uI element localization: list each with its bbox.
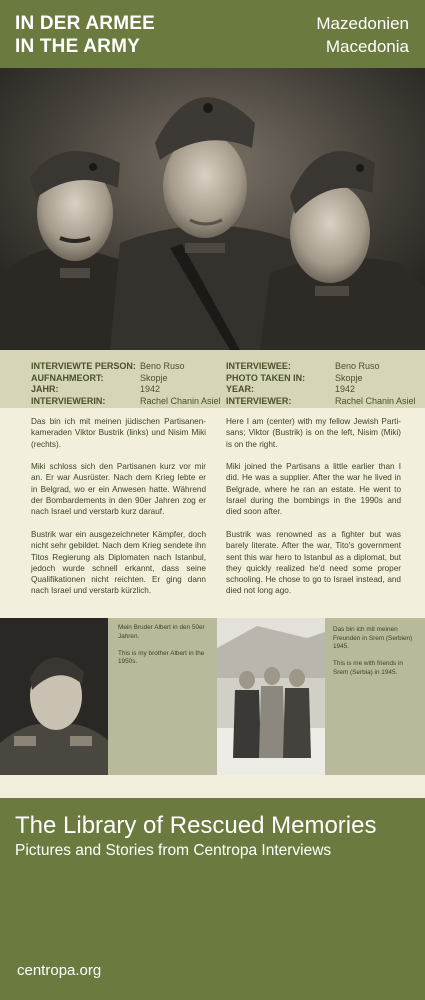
info-label: INTERVIEWTE PERSON: <box>31 361 136 371</box>
main-photo <box>0 68 425 350</box>
info-value: Rachel Chanin Asiel <box>140 395 221 406</box>
story-paragraph: Das bin ich mit meinen jüdischen Partisanen-kameraden Viktor Bustrik (links) und Nisim Miki (rechts). <box>31 417 206 449</box>
caption-english: This is me with friends in Srem (Serbia) in 1945. <box>333 660 403 676</box>
secondary-photos <box>0 618 425 775</box>
header-bar <box>0 0 425 68</box>
country-label <box>316 12 409 58</box>
series-title: The Library of Rescued Memories <box>15 812 377 839</box>
title-english: IN THE ARMY <box>15 36 140 57</box>
story-paragraph: Miki joined the Partisans a little earlier than I did. He was a supplier. After the war he lived in Belgrade, where he ran an estate. He went to Israel during the bombings in the 1990s and died soon after. <box>226 462 401 517</box>
info-label: JAHR: <box>31 384 59 394</box>
story-english <box>226 416 401 608</box>
info-value: Rachel Chanin Asiel <box>335 395 416 406</box>
info-label: INTERVIEWER: <box>226 395 292 406</box>
info-value: Beno Ruso <box>335 361 380 371</box>
interview-info <box>0 350 425 408</box>
title-german: IN DER ARMEE <box>15 13 155 34</box>
page-title <box>15 12 155 58</box>
caption-german: Mein Bruder Albert in den 50er Jahren. <box>118 624 205 640</box>
country-english: Macedonia <box>325 37 409 56</box>
story-paragraph: Here I am (center) with my fellow Jewish Parti-sans; Viktor (Bustrik) is on the left, Nisim (Miki) is on the right. <box>226 417 401 449</box>
caption-albert <box>118 624 210 676</box>
caption-friends <box>333 626 419 686</box>
info-value: Skopje <box>140 372 168 383</box>
story-paragraph: Miki schloss sich den Partisanen kurz vor mir an. Er war Ausrüster. Nach dem Krieg lebte er in Belgrad, wo er ein Anwesen hatte. Während der Bombardements in den 90er Jahren zog er nach Israel und verstarb kurz darauf. <box>31 462 206 517</box>
info-label: YEAR: <box>226 384 255 394</box>
divider-strip <box>0 775 425 798</box>
country-german: Mazedonien <box>316 14 409 33</box>
caption-english: This is my brother Albert in the 1950s. <box>118 649 205 666</box>
series-subtitle: Pictures and Stories from Centropa Interviews <box>15 842 332 859</box>
photo-friends <box>217 618 325 775</box>
info-german <box>31 361 221 407</box>
footer <box>0 798 425 1000</box>
website-link[interactable]: centropa.org <box>17 962 102 979</box>
story-paragraph: Bustrik war ein ausgezeichneter Kämpfer, doch nicht sehr gebildet. Nach dem Krieg sendete ihn Titos Regierung als Diplomaten nach Istanbul, jedoch wurde schnell erkannt, dass seine Qualifikationen nicht reichten. Er ging dann nach Israel und verstarb kürzlich. <box>31 529 206 596</box>
photo-albert <box>0 618 108 775</box>
info-value: Skopje <box>335 372 363 383</box>
caption-german: Das bin ich mit meinen Freunden in Srem (Serbien) 1945. <box>333 626 413 651</box>
story-text <box>0 408 425 618</box>
info-value: 1942 <box>140 384 161 394</box>
info-value: 1942 <box>335 384 356 394</box>
story-german <box>31 416 206 608</box>
info-value: Beno Ruso <box>140 361 185 371</box>
info-label: PHOTO TAKEN IN: <box>226 372 306 383</box>
info-english <box>226 361 416 407</box>
info-label: INTERVIEWEE: <box>226 361 291 371</box>
info-label: INTERVIEWERIN: <box>31 395 106 406</box>
story-paragraph: Bustrik was renowned as a fighter but was barely literate. After the war, Tito's government sent this war hero to Istanbul as a diplomat, but they quickly realized he'd need some proper schooling. He chose to go to Israel instead, and died not long ago. <box>226 529 401 596</box>
info-label: AUFNAHMEORT: <box>31 372 104 383</box>
